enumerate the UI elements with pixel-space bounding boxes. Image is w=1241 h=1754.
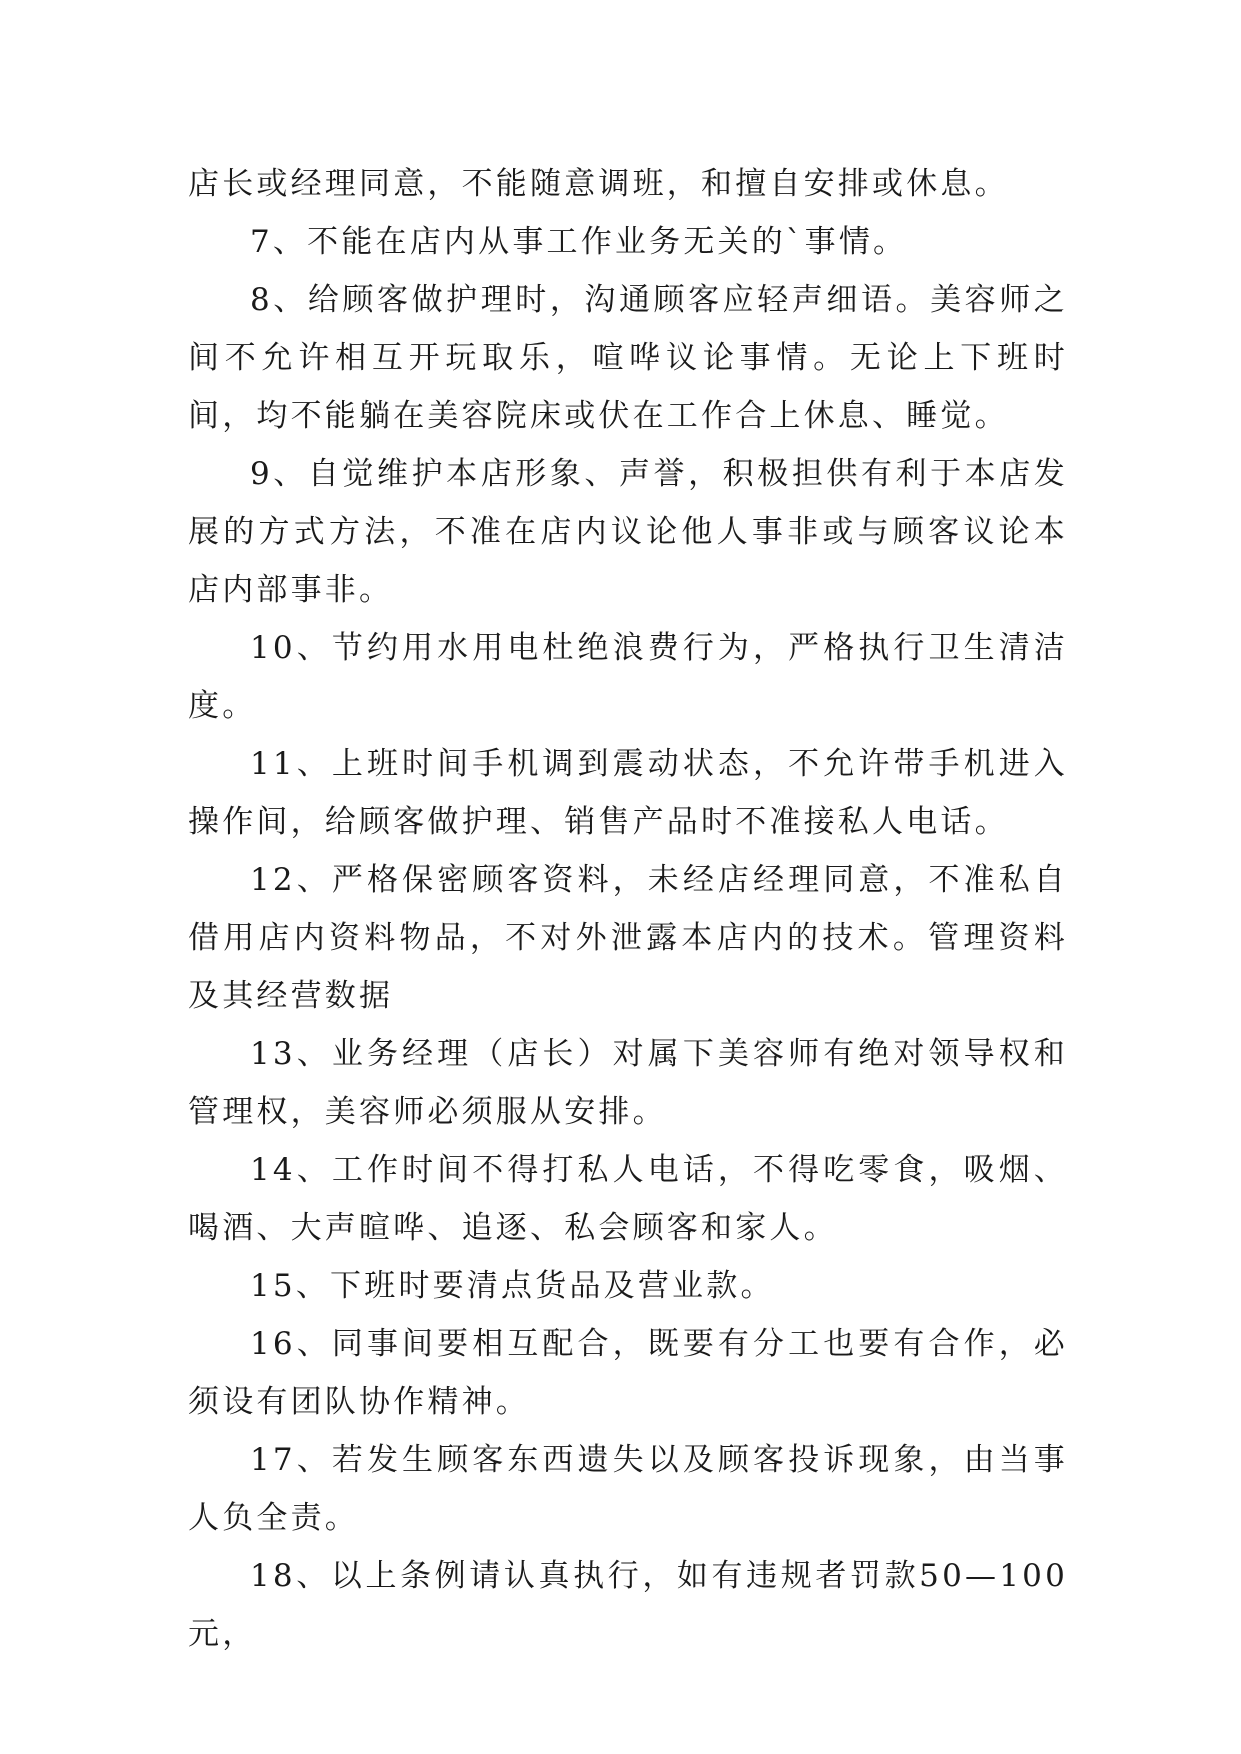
paragraph-rule-15: 15、下班时要清点货品及营业款。: [250, 1268, 775, 1304]
paragraph-rule-14: 14、工作时间不得打私人电话，不得吃零食，吸烟、喝酒、大声暄哗、追逐、私会顾客和家人。: [188, 1152, 1068, 1246]
document-body: [188, 155, 1068, 1663]
paragraph-rule-18: 18、以上条例请认真执行，如有违规者罚款50—100元，: [188, 1558, 1068, 1652]
paragraph-continuation: 店长或经理同意，不能随意调班，和擅自安排或休息。: [188, 166, 1009, 202]
paragraph-rule-9: 9、自觉维护本店形象、声誉，积极担供有利于本店发展的方式方法，不准在店内议论他人事非或与顾客议论本店内部事非。: [188, 456, 1068, 608]
paragraph-rule-16: 16、同事间要相互配合，既要有分工也要有合作，必须设有团队协作精神。: [188, 1326, 1068, 1420]
paragraph-rule-11: 11、上班时间手机调到震动状态，不允许带手机进入操作间，给顾客做护理、销售产品时不准接私人电话。: [188, 746, 1068, 840]
paragraph-rule-13: 13、业务经理（店长）对属下美容师有绝对领导权和管理权，美容师必须服从安排。: [188, 1036, 1068, 1130]
paragraph-rule-17: 17、若发生顾客东西遗失以及顾客投诉现象，由当事人负全责。: [188, 1442, 1068, 1536]
paragraph-rule-8: 8、给顾客做护理时，沟通顾客应轻声细语。美容师之间不允许相互开玩取乐，喧哗议论事情。无论上下班时间，均不能躺在美容院床或伏在工作合上休息、睡觉。: [188, 282, 1068, 434]
paragraph-rule-12: 12、严格保密顾客资料，未经店经理同意，不准私自借用店内资料物品，不对外泄露本店内的技术。管理资料及其经营数据: [188, 862, 1068, 1014]
paragraph-rule-7: 7、不能在店内从事工作业务无关的`事情。: [250, 224, 908, 260]
paragraph-rule-10: 10、节约用水用电杜绝浪费行为，严格执行卫生清洁度。: [188, 630, 1068, 724]
